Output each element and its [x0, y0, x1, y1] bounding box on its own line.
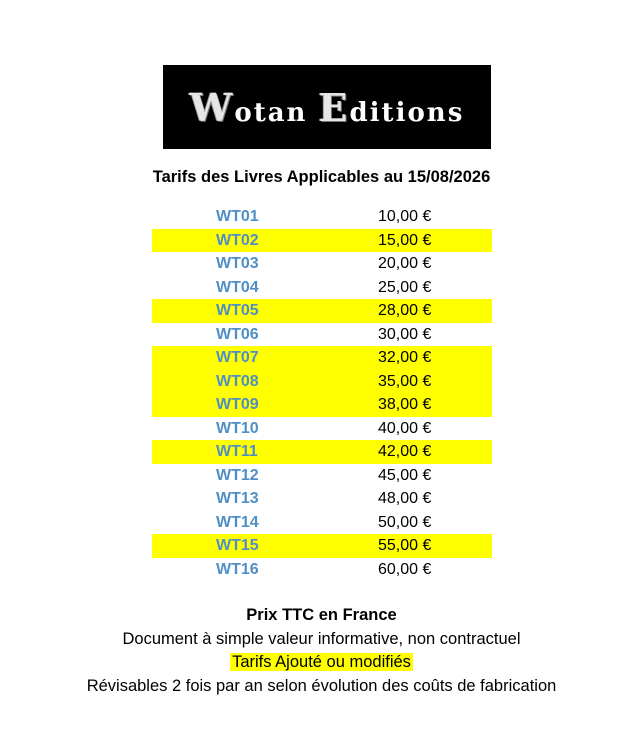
book-price: 10,00 € [378, 208, 432, 225]
book-price: 32,00 € [378, 349, 432, 366]
price-row [152, 558, 492, 582]
price-row [152, 511, 492, 535]
book-price: 48,00 € [378, 490, 432, 507]
book-code: WT05 [216, 302, 259, 319]
book-price: 30,00 € [378, 325, 432, 343]
book-price: 40,00 € [378, 419, 432, 437]
price-row [152, 323, 492, 347]
price-row [152, 370, 492, 394]
price-row [152, 464, 492, 488]
price-row [152, 393, 492, 417]
book-code: WT04 [216, 278, 259, 296]
book-code: WT11 [216, 443, 258, 460]
price-row [152, 252, 492, 276]
price-row [152, 205, 492, 229]
logo-initial-w: W [189, 84, 235, 130]
price-row [152, 417, 492, 441]
logo-wordmark [190, 85, 465, 130]
book-price: 42,00 € [378, 443, 432, 460]
price-list [152, 205, 492, 581]
book-code: WT15 [216, 537, 259, 554]
footer-vat-note: Prix TTC en France [246, 606, 397, 624]
logo-word-ditions: ditions [349, 97, 465, 128]
book-code: WT12 [216, 466, 259, 484]
book-price: 38,00 € [378, 396, 432, 413]
book-price: 28,00 € [378, 302, 432, 319]
book-price: 55,00 € [378, 537, 432, 554]
book-price: 45,00 € [378, 466, 432, 484]
price-row [152, 276, 492, 300]
book-code: WT13 [216, 490, 259, 507]
book-price: 60,00 € [378, 560, 432, 578]
footer-highlight-legend: Tarifs Ajouté ou modifiés [232, 653, 411, 671]
logo-initial-e: E [318, 84, 350, 130]
book-code: WT01 [216, 208, 259, 225]
book-code: WT09 [216, 396, 259, 413]
footer-notes [0, 604, 643, 698]
footer-revision-note: Révisables 2 fois par an selon évolution des coûts de fabrication [86, 676, 557, 695]
book-code: WT16 [216, 560, 259, 578]
book-code: WT06 [216, 325, 259, 343]
price-row [152, 229, 492, 253]
book-code: WT02 [216, 231, 259, 249]
book-code: WT08 [216, 372, 259, 390]
book-code: WT14 [216, 513, 259, 531]
price-row [152, 299, 492, 323]
book-code: WT10 [216, 419, 259, 437]
book-price: 25,00 € [378, 278, 432, 296]
book-price: 35,00 € [378, 372, 432, 390]
page-title: Tarifs des Livres Applicables au 15/08/2026 [152, 168, 491, 186]
footer-disclaimer: Document à simple valeur informative, non contractuel [122, 629, 521, 648]
price-row [152, 440, 492, 464]
book-price: 20,00 € [378, 255, 432, 272]
price-row [152, 487, 492, 511]
book-code: WT07 [216, 349, 259, 366]
book-code: WT03 [216, 255, 259, 272]
book-price: 50,00 € [378, 513, 432, 531]
publisher-logo [163, 65, 491, 149]
logo-word-otan: otan [234, 97, 308, 128]
price-row [152, 534, 492, 558]
book-price: 15,00 € [378, 231, 432, 249]
price-row [152, 346, 492, 370]
